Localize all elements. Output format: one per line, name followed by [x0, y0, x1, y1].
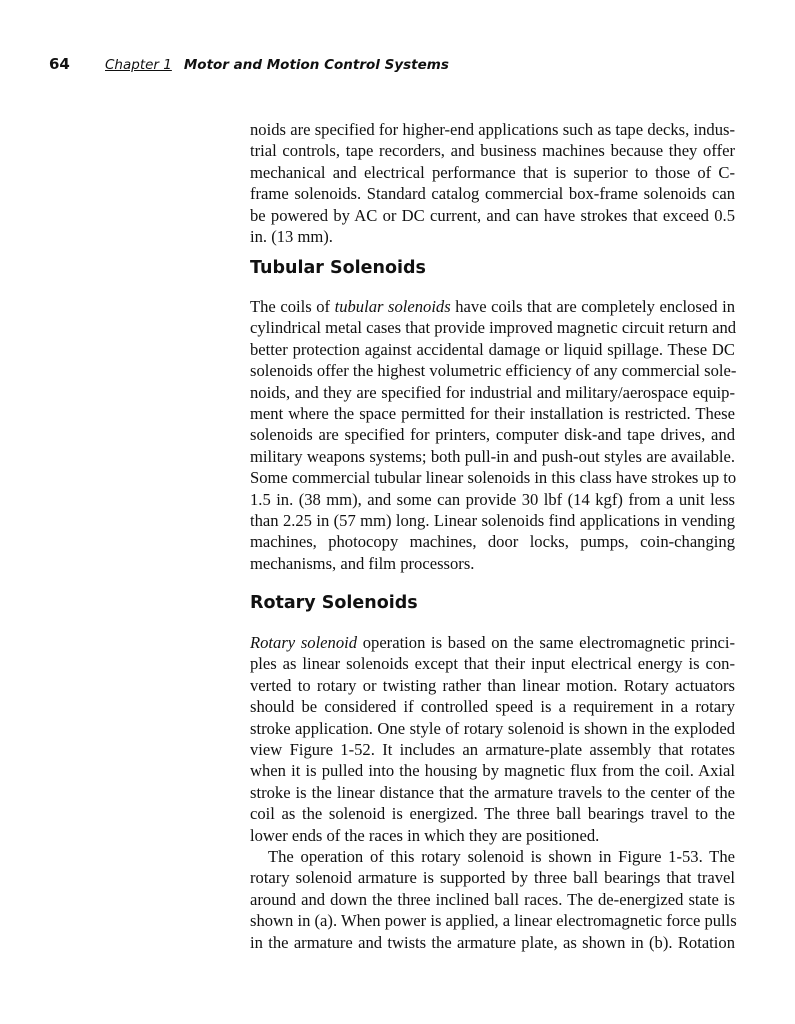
text-line: The operation of this rotary solenoid is shown in Figure 1-53. The: [268, 847, 735, 867]
text-line: view Figure 1-52. It includes an armature-plate assembly that rotates: [250, 740, 735, 760]
page-number: 64: [49, 55, 70, 73]
text-line: in. (13 mm).: [250, 227, 333, 247]
text-line: verted to rotary or twisting rather than linear motion. Rotary actuators: [250, 675, 735, 695]
text-line: when it is pulled into the housing by magnetic flux from the coil. Axial: [250, 761, 735, 781]
text-line: coil as the solenoid is energized. The three ball bearings travel to the: [250, 804, 735, 824]
term-rotary-solenoid: Rotary solenoid: [250, 633, 358, 652]
text-line: stroke application. One style of rotary solenoid is shown in the exploded: [250, 718, 735, 738]
text-line: trial controls, tape recorders, and business machines because they offer: [250, 141, 735, 161]
paragraph-3: [250, 632, 735, 953]
text-line: mechanical and electrical performance that is superior to those of C-: [250, 162, 735, 182]
text-line: solenoids offer the highest volumetric efficiency of any commercial sole-: [250, 361, 737, 381]
text-line: should be considered if controlled speed is a requirement in a rotary: [250, 697, 735, 717]
text-line: mechanisms, and film processors.: [250, 553, 475, 573]
section-heading-rotary: Rotary Solenoids: [250, 593, 418, 613]
term-tubular-solenoids: tubular solenoids: [334, 297, 451, 316]
text-line: Some commercial tubular linear solenoids in this class have strokes up to: [250, 468, 737, 488]
paragraph-2: [250, 296, 735, 574]
text-line: military weapons systems; both pull-in and push-out styles are available.: [250, 446, 735, 466]
text-line: noids are specified for higher-end applications such as tape decks, indus-: [250, 120, 735, 139]
chapter-label: Chapter 1: [105, 57, 172, 73]
text-line: ment where the space permitted for their installation is restricted. These: [250, 404, 735, 424]
text-line: than 2.25 in (57 mm) long. Linear solenoids find applications in vending: [250, 511, 735, 531]
text-line: The coils of tubular solenoids have coils that are completely enclosed in: [250, 297, 735, 316]
running-header: [49, 55, 449, 73]
text-line: be powered by AC or DC current, and can have strokes that exceed 0.5: [250, 205, 735, 225]
text-line: Rotary solenoid operation is based on the same electromagnetic princi-: [250, 633, 735, 652]
text-line: frame solenoids. Standard catalog commercial box-frame solenoids can: [250, 184, 735, 204]
text-line: in the armature and twists the armature plate, as shown in (b). Rotation: [250, 932, 735, 952]
text-line: 1.5 in. (38 mm), and some can provide 30 lbf (14 kgf) from a unit less: [250, 489, 735, 509]
text-line: shown in (a). When power is applied, a linear electromagnetic force pulls: [250, 911, 737, 931]
text-line: stroke is the linear distance that the armature travels to the center of the: [250, 782, 735, 802]
paragraph-1: [250, 119, 735, 247]
text-line: machines, photocopy machines, door locks, pumps, coin-changing: [250, 532, 735, 552]
text-line: solenoids are specified for printers, computer disk-and tape drives, and: [250, 425, 735, 445]
section-heading-tubular: Tubular Solenoids: [250, 258, 426, 278]
text-line: cylindrical metal cases that provide improved magnetic circuit return and: [250, 318, 737, 338]
chapter-title: Motor and Motion Control Systems: [183, 57, 449, 73]
text-line: lower ends of the races in which they are positioned.: [250, 825, 600, 845]
text-line: ples as linear solenoids except that their input electrical energy is con-: [250, 654, 735, 674]
text-line: around and down the three inclined ball races. The de-energized state is: [250, 889, 735, 909]
text-line: rotary solenoid armature is supported by three ball bearings that travel: [250, 868, 735, 888]
text-line: better protection against accidental damage or liquid spillage. These DC: [250, 339, 735, 359]
text-line: noids, and they are specified for industrial and military/aerospace equip-: [250, 382, 735, 402]
